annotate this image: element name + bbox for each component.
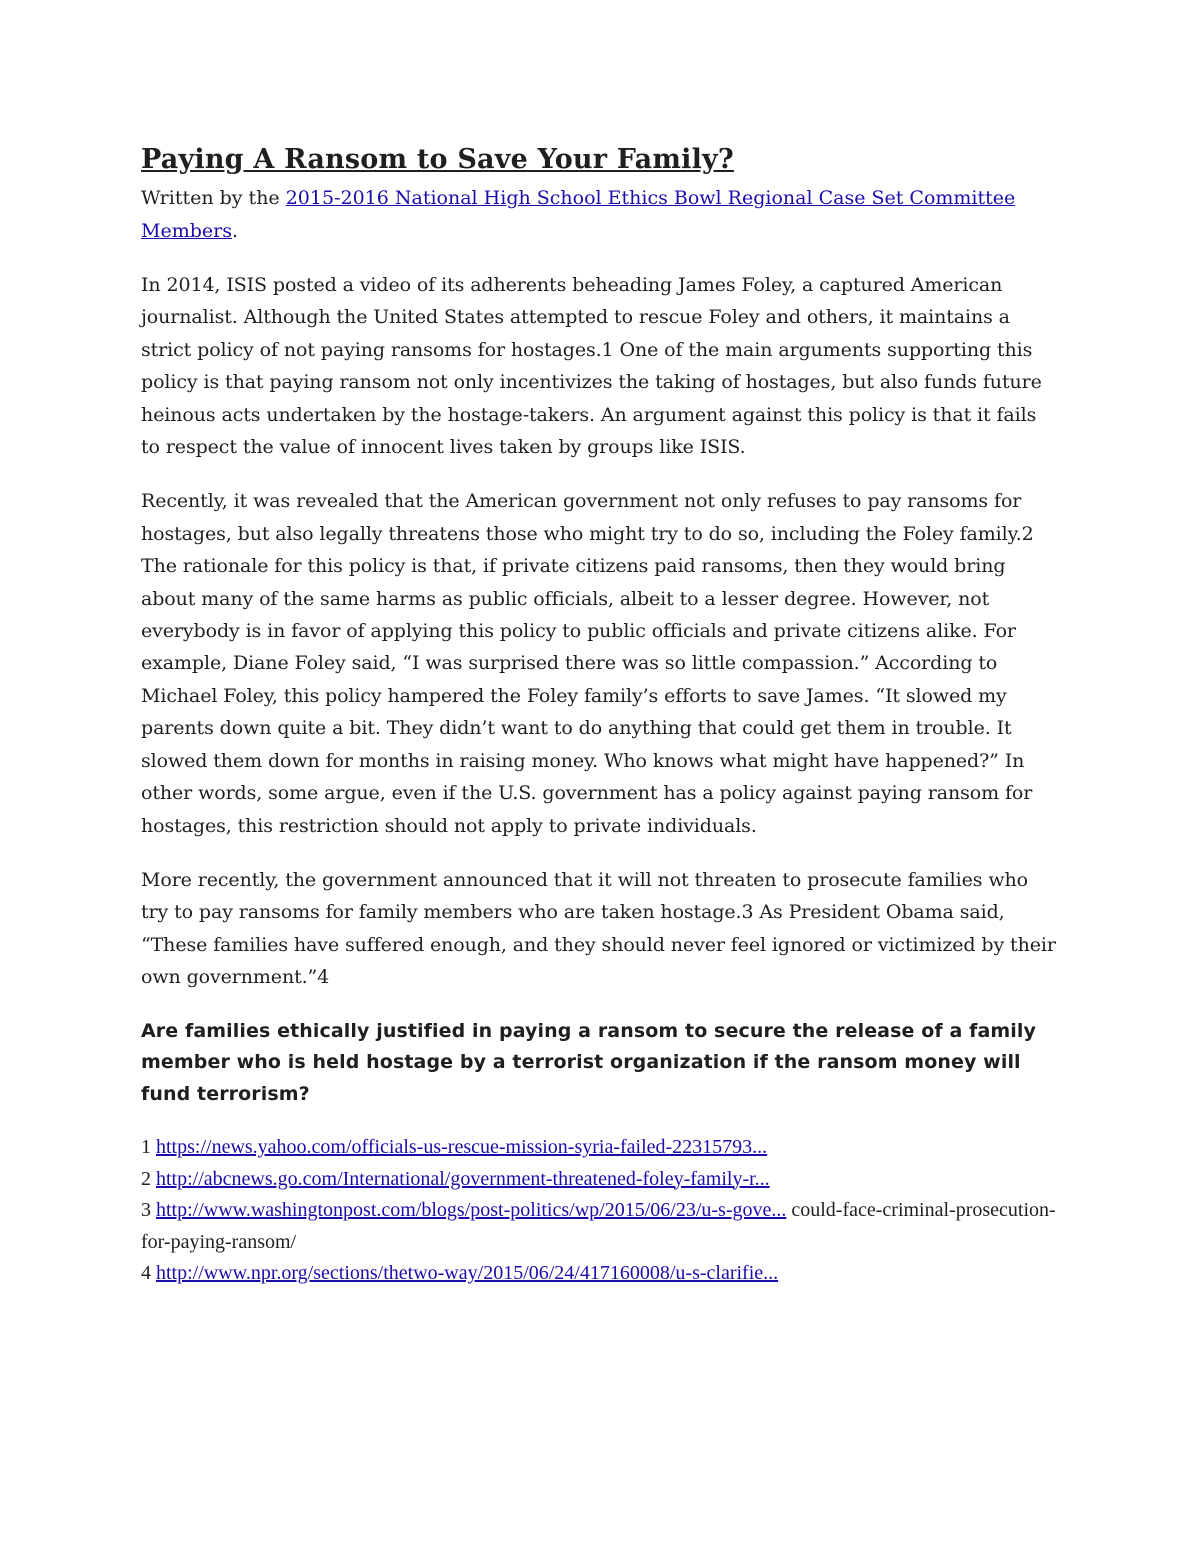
- reference-item-2: [141, 1164, 1056, 1196]
- byline-committee-link[interactable]: 2015-2016 National High School Ethics Bowl Regional Case Set Committee Members: [141, 187, 1016, 242]
- paragraph-1: In 2014, ISIS posted a video of its adherents beheading James Foley, a captured American journalist. Although the United States attempted to rescue Foley and others, it maintains a strict policy of not paying ransoms for hostages.1 One of the main arguments supporting this policy is that paying ransom not only incentivizes the taking of hostages, but also funds future heinous acts undertaken by the hostage-takers. An argument against this policy is that it fails to respect the value of innocent lives taken by groups like ISIS.: [141, 274, 1042, 459]
- ethics-question: Are families ethically justified in paying a ransom to secure the release of a family member who is held hostage by a terrorist organization if the ransom money will fund terrorism?: [141, 1019, 1036, 1105]
- reference-link-1[interactable]: https://news.yahoo.com/officials-us-rescue-mission-syria-failed-22315793...: [156, 1136, 768, 1159]
- reference-number: 2: [141, 1167, 156, 1190]
- reference-link-4[interactable]: http://www.npr.org/sections/thetwo-way/2015/06/24/417160008/u-s-clarifie...: [156, 1262, 779, 1285]
- reference-link-2[interactable]: http://abcnews.go.com/International/government-threatened-foley-family-r...: [156, 1167, 770, 1190]
- reference-suffix: could-face-criminal-prosecution-for-paying-ransom/: [141, 1199, 1056, 1253]
- reference-link-3[interactable]: http://www.washingtonpost.com/blogs/post-politics/wp/2015/06/23/u-s-gove...: [156, 1199, 787, 1222]
- document-page: [141, 140, 1056, 1290]
- reference-list: [141, 1132, 1056, 1290]
- byline-suffix: .: [231, 219, 239, 242]
- reference-number: 1: [141, 1136, 156, 1159]
- reference-item-4: [141, 1258, 1056, 1290]
- reference-number: 4: [141, 1262, 156, 1285]
- reference-number: 3: [141, 1199, 156, 1222]
- byline-prefix: Written by the: [141, 187, 286, 209]
- byline: [141, 182, 1056, 247]
- paragraph-3: More recently, the government announced that it will not threaten to prosecute families who try to pay ransoms for family members who are taken hostage.3 As President Obama said, “These families have suffered enough, and they should never feel ignored or victimized by their own government.”4: [141, 868, 1056, 989]
- document-title: Paying A Ransom to Save Your Family?: [141, 144, 734, 175]
- reference-item-1: [141, 1132, 1056, 1164]
- paragraph-2: Recently, it was revealed that the American government not only refuses to pay ransoms for hostages, but also legally threatens those who might try to do so, including the Foley family.2 The rationale for this policy is that, if private citizens paid ransoms, then they would bring about many of the same harms as public officials, albeit to a lesser degree. However, not everybody is in favor of applying this policy to public officials and private citizens alike. For example, Diane Foley said, “I was surprised there was so little compassion.” According to Michael Foley, this policy hampered the Foley family’s efforts to save James. “It slowed my parents down quite a bit. They didn’t want to do anything that could get them in trouble. It slowed them down for months in raising money. Who knows what might have happened?” In other words, some argue, even if the U.S. government has a policy against paying ransom for hostages, this restriction should not apply to private individuals.: [141, 490, 1034, 837]
- reference-item-3: [141, 1195, 1056, 1258]
